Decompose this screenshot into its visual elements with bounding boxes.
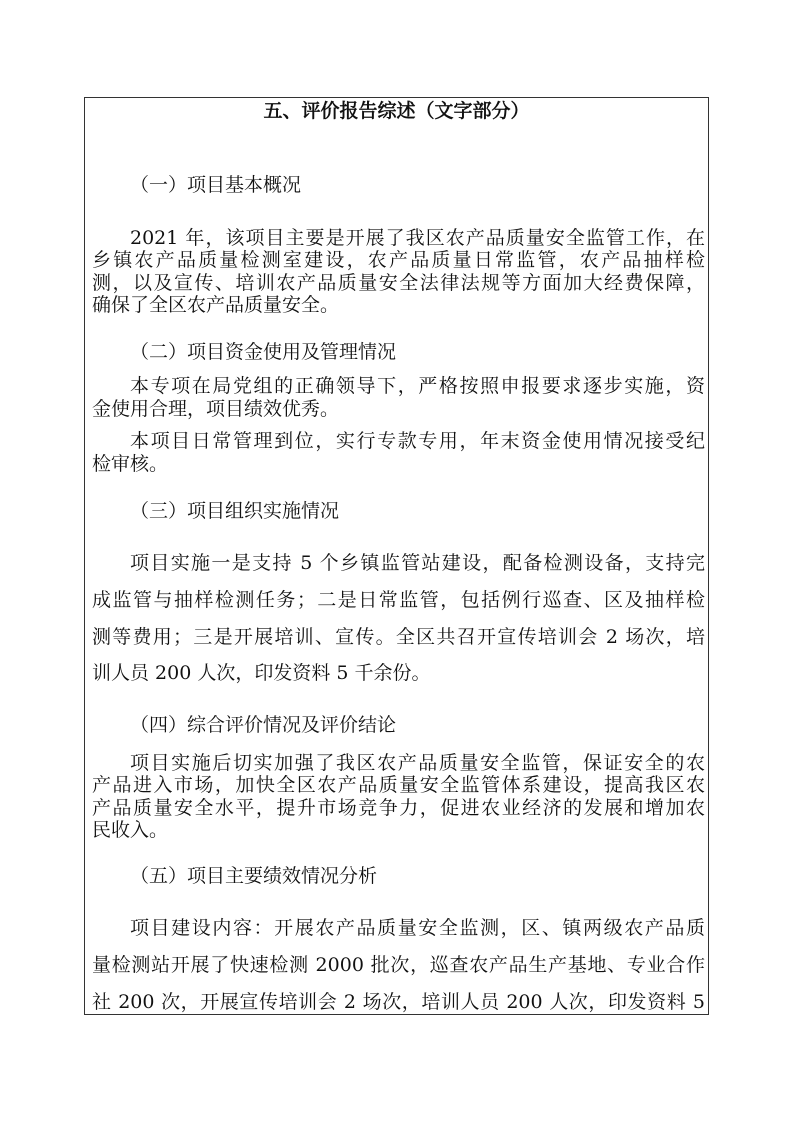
- section-heading-1: （一）项目基本概况: [130, 174, 302, 196]
- paragraph-line: 量检测站开展了快速检测 2000 批次，巡查农产品生产基地、专业合作: [92, 954, 705, 976]
- paragraph-line: 测等费用；三是开展培训、宣传。全区共召开宣传培训会 2 场次，培: [92, 626, 705, 648]
- paragraph-line: 乡镇农产品质量检测室建设，农产品质量日常监管，农产品抽样检: [92, 249, 705, 271]
- paragraph-line: 项目建设内容：开展农产品质量安全监测，区、镇两级农产品质: [130, 917, 705, 939]
- paragraph-line: 2021 年，该项目主要是开展了我区农产品质量安全监管工作，在: [130, 227, 705, 249]
- section-heading-4: （四）综合评价情况及评价结论: [130, 714, 397, 736]
- paragraph-line: 产品质量安全水平，提升市场竞争力，促进农业经济的发展和增加农: [92, 797, 705, 819]
- paragraph-line: 检审核。: [92, 453, 169, 475]
- section-heading-2: （二）项目资金使用及管理情况: [130, 341, 397, 363]
- paragraph-line: 本专项在局党组的正确领导下，严格按照申报要求逐步实施，资: [130, 375, 705, 397]
- paragraph-line: 社 200 次，开展宣传培训会 2 场次，培训人员 200 人次，印发资料 5: [92, 991, 705, 1013]
- paragraph-line: 产品进入市场，加快全区农产品质量安全监管体系建设，提高我区农: [92, 774, 705, 796]
- paragraph-line: 本项目日常管理到位，实行专款专用，年末资金使用情况接受纪: [130, 430, 705, 452]
- paragraph-line: 测，以及宣传、培训农产品质量安全法律法规等方面加大经费保障，: [92, 272, 705, 294]
- paragraph-line: 成监管与抽样检测任务；二是日常监管，包括例行巡查、区及抽样检: [92, 589, 705, 611]
- paragraph-line: 确保了全区农产品质量安全。: [92, 294, 340, 316]
- section-heading-3: （三）项目组织实施情况: [130, 500, 340, 522]
- paragraph-line: 项目实施后切实加强了我区农产品质量安全监管，保证安全的农: [130, 752, 705, 774]
- section-heading-5: （五）项目主要绩效情况分析: [130, 865, 378, 887]
- paragraph-line: 训人员 200 人次，印发资料 5 千余份。: [92, 662, 431, 684]
- paragraph-line: 民收入。: [92, 819, 169, 841]
- paragraph-line: 项目实施一是支持 5 个乡镇监管站建设，配备检测设备，支持完: [130, 552, 705, 574]
- paragraph-line: 金使用合理，项目绩效优秀。: [92, 398, 340, 420]
- page-title: 五、评价报告综述（文字部分）: [263, 100, 530, 122]
